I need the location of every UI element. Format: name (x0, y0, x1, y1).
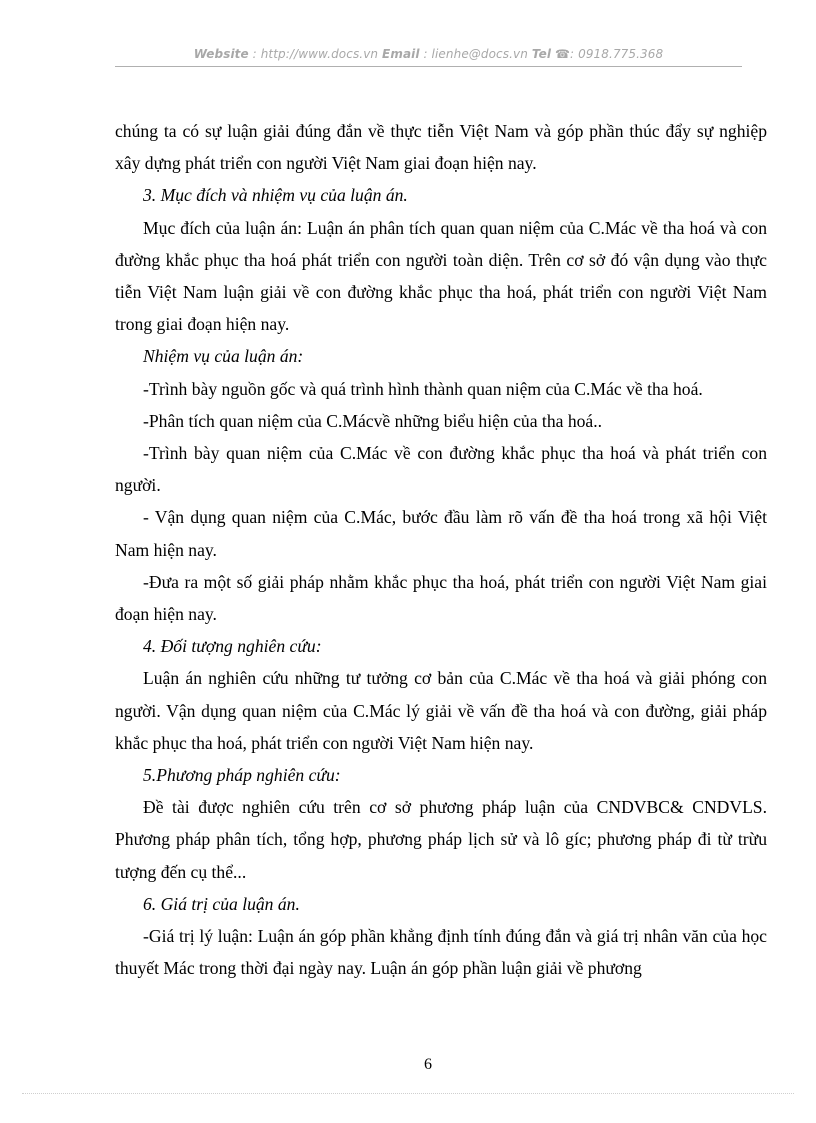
task-item-1: -Trình bày nguồn gốc và quá trình hình thành quan niệm của C.Mác về tha hoá. (143, 378, 703, 399)
paragraph-research-object: Luận án nghiên cứu những tư tưởng cơ bản của C.Mác về tha hoá và giải phóng con người. Vận dụng quan niệm của C.Mác lý giải về vấn đề tha hoá và con đường, giải pháp khắc phục tha hoá, phát triển con người Việt Nam hiện nay. (115, 668, 767, 753)
email-value: : lienhe@docs.vn (423, 47, 528, 61)
tel-label: Tel (531, 47, 552, 61)
page-number: 6 (424, 1056, 432, 1073)
task-item-2: -Phân tích quan niệm của C.Mácvề những biểu hiện của tha hoá.. (143, 410, 603, 431)
document-body (115, 115, 767, 984)
paragraph-purpose: Mục đích của luận án: Luận án phân tích quan quan niệm của C.Mác về tha hoá và con đường khắc phục tha hoá phát triển con người toàn diện. Trên cơ sở đó vận dụng vào thực tiễn Việt Nam luận giải về con đường khắc phục tha hoá, phát triển con người Việt Nam trong giai đoạn hiện nay. (115, 217, 767, 335)
section-heading-6: 6. Giá trị của luận án. (143, 893, 300, 914)
website-label: Website (193, 47, 249, 61)
page-bottom-divider (22, 1093, 794, 1094)
tel-value: ☎: 0918.775.368 (554, 47, 664, 61)
paragraph-value: -Giá trị lý luận: Luận án góp phần khẳng định tính đúng đắn và giá trị nhân văn của học thuyết Mác trong thời đại ngày nay. Luận án góp phần luận giải về phương (115, 926, 767, 979)
email-label: Email (382, 47, 420, 61)
task-item-3: -Trình bày quan niệm của C.Mác về con đường khắc phục tha hoá và phát triển con người. (115, 443, 767, 496)
section-heading-5: 5.Phương pháp nghiên cứu: (143, 765, 341, 786)
page-header (115, 47, 742, 61)
task-item-5: -Đưa ra một số giải pháp nhằm khắc phục tha hoá, phát triển con người Việt Nam giai đoạn hiện nay. (115, 571, 767, 625)
paragraph-methods: Đề tài được nghiên cứu trên cơ sở phương pháp luận của CNDVBC& CNDVLS. Phương pháp phân tích, tổng hợp, phương pháp lịch sử và lô gíc; phương pháp đi từ trừu tượng đến cụ thể... (115, 797, 767, 882)
section-heading-3: 3. Mục đích và nhiệm vụ của luận án. (143, 185, 408, 206)
paragraph-continuation: chúng ta có sự luận giải đúng đắn về thực tiễn Việt Nam và góp phần thúc đẩy sự nghiệp xây dựng phát triển con người Việt Nam giai đoạn hiện nay. (115, 121, 767, 174)
subheading-tasks: Nhiệm vụ của luận án: (143, 346, 304, 367)
header-divider (115, 66, 742, 67)
task-item-4: - Vận dụng quan niệm của C.Mác, bước đầu làm rõ vấn đề tha hoá trong xã hội Việt Nam hiện nay. (115, 507, 767, 560)
section-heading-4: 4. Đối tượng nghiên cứu: (143, 636, 322, 657)
website-value: : http://www.docs.vn (252, 47, 379, 61)
